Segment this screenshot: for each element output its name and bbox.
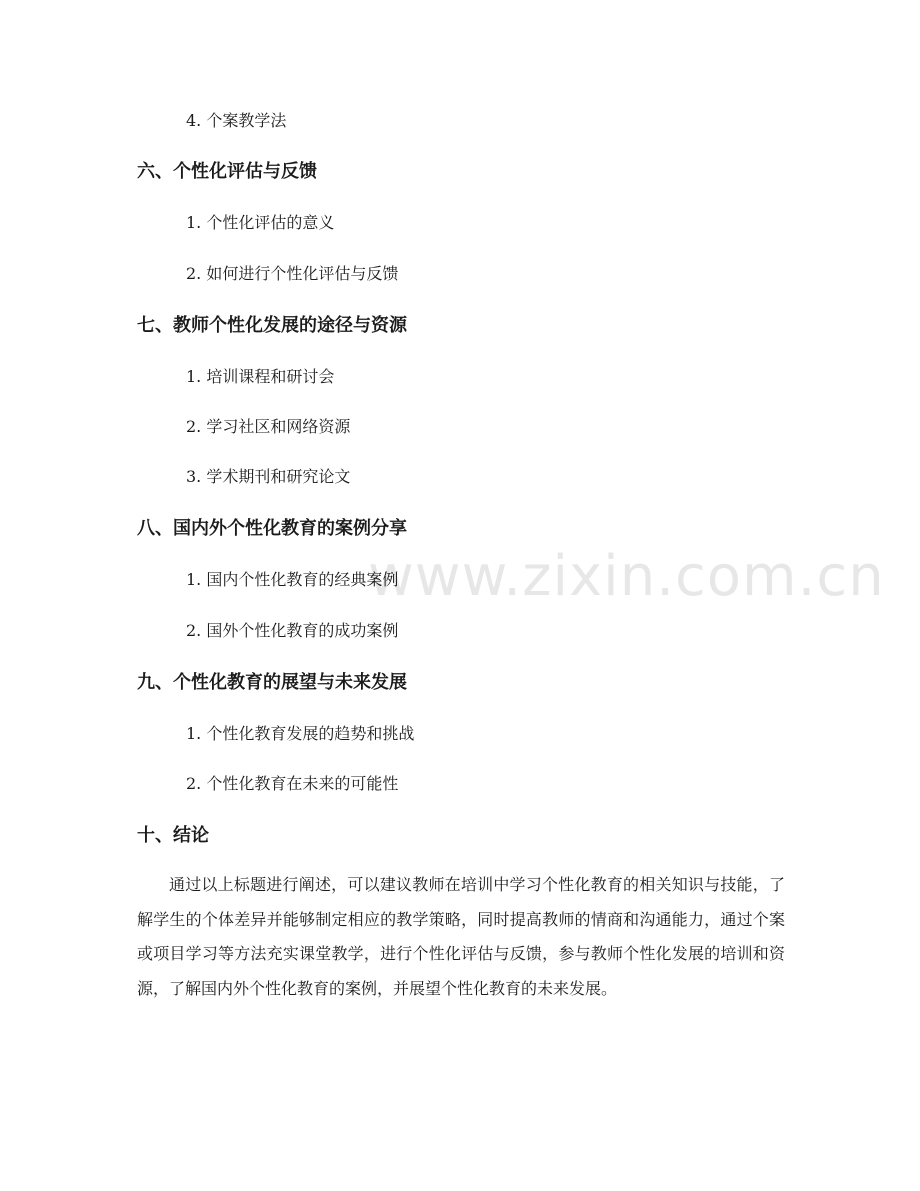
list-item: 2. 个性化教育在未来的可能性 <box>186 774 399 793</box>
conclusion-paragraph: 通过以上标题进行阐述，可以建议教师在培训中学习个性化教育的相关知识与技能，了解学生的个体差异并能够制定相应的教学策略，同时提高教师的情商和沟通能力，通过个案或项目学习等方法充实课堂教学，进行个性化评估与反馈，参与教师个性化发展的培训和资源，了解国内外个性化教育的案例，并展望个性化教育的未来发展。 <box>137 875 785 998</box>
list-item: 2. 国外个性化教育的成功案例 <box>186 621 399 640</box>
list-item: 1. 培训课程和研讨会 <box>186 367 335 386</box>
list-item: 2. 如何进行个性化评估与反馈 <box>186 264 399 283</box>
section-heading: 七、教师个性化发展的途径与资源 <box>137 315 407 336</box>
list-item: 4. 个案教学法 <box>186 111 287 130</box>
list-item: 2. 学习社区和网络资源 <box>186 417 351 436</box>
section-heading: 十、结论 <box>137 825 209 846</box>
list-item: 3. 学术期刊和研究论文 <box>186 467 351 486</box>
list-item: 1. 国内个性化教育的经典案例 <box>186 570 399 589</box>
watermark: www.zixin.com.cn <box>368 544 885 609</box>
section-heading: 六、个性化评估与反馈 <box>137 161 317 182</box>
section-heading: 九、个性化教育的展望与未来发展 <box>137 672 407 693</box>
list-item: 1. 个性化教育发展的趋势和挑战 <box>186 724 415 743</box>
section-heading: 八、国内外个性化教育的案例分享 <box>137 518 407 539</box>
list-item: 1. 个性化评估的意义 <box>186 213 335 232</box>
